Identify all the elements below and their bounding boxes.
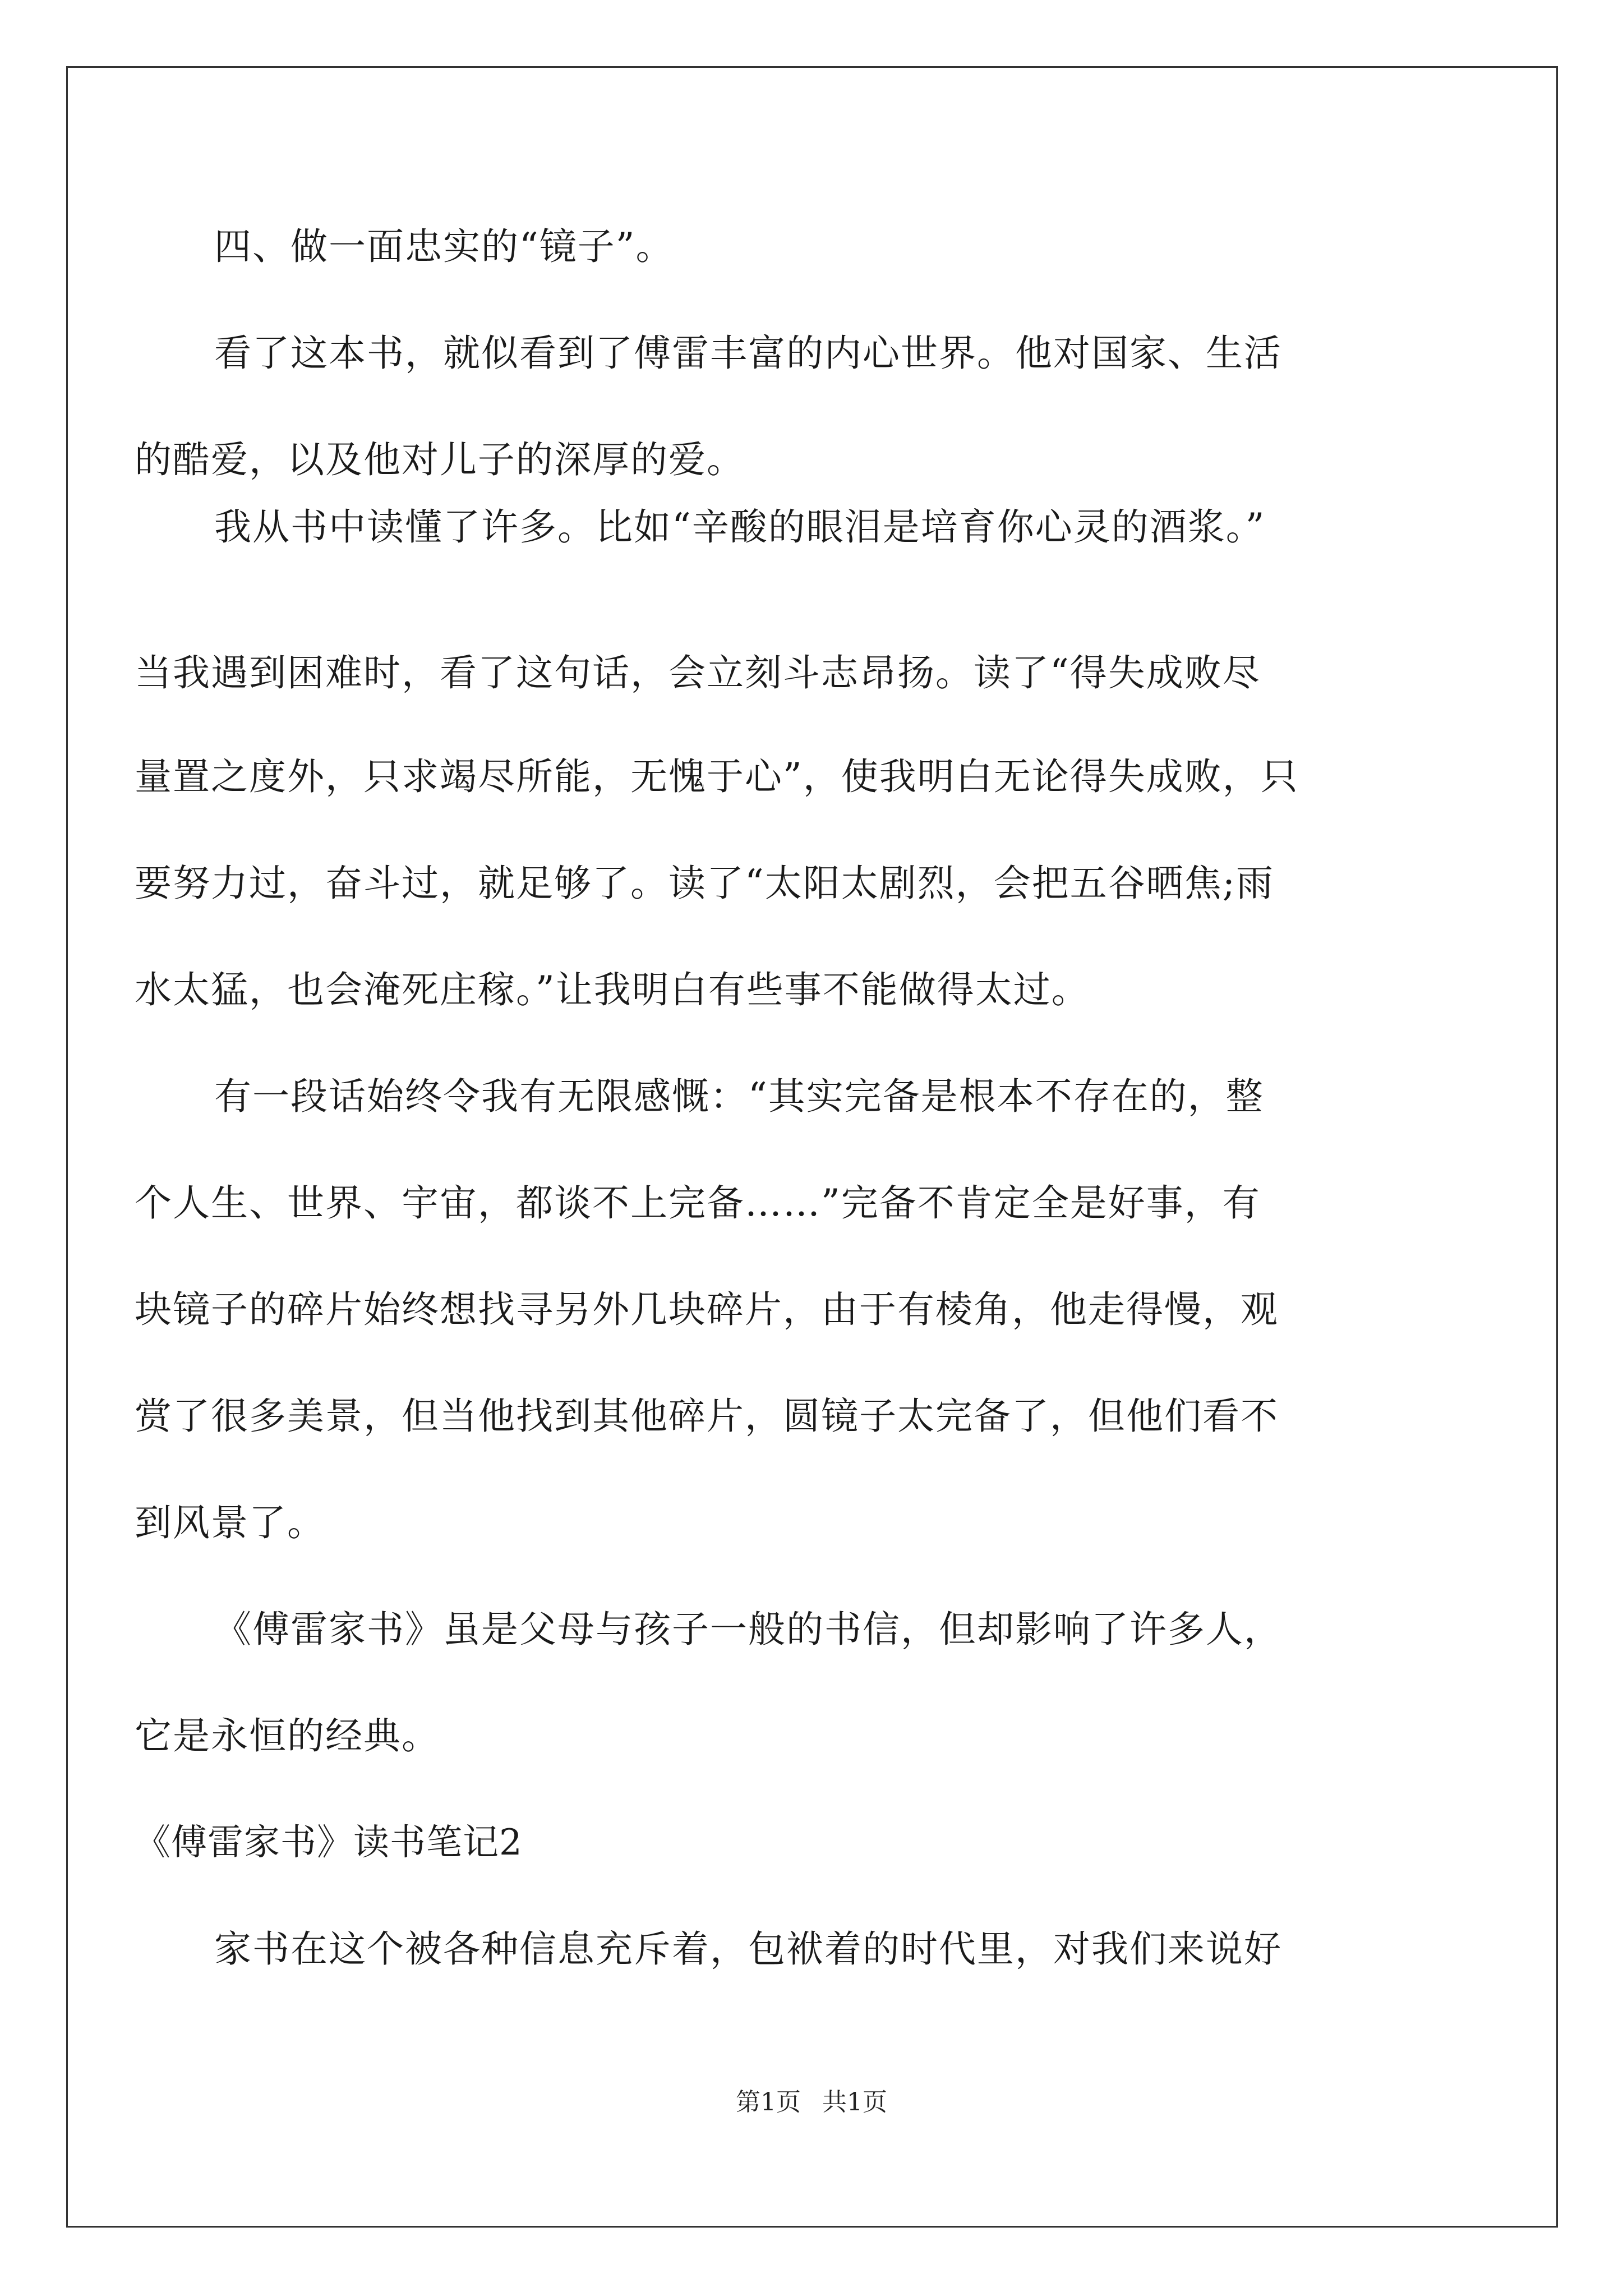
paragraph-line: 看了这本书，就似看到了傅雷丰富的内心世界。他对国家、生活 [214,332,1282,375]
paragraph-line: 赏了很多美景，但当他找到其他碎片，圆镜子太完备了，但他们看不 [135,1395,1279,1438]
page-footer [0,2087,1623,2118]
paragraph-line: 个人生、世界、宇宙，都谈不上完备……”完备不肯定全是好事，有 [135,1181,1261,1225]
paragraph-line: 有一段话始终令我有无限感慨：“其实完备是根本不存在的，整 [214,1075,1264,1118]
section-heading: 《傅雷家书》读书笔记2 [135,1822,523,1864]
paragraph-line: 它是永恒的经典。 [135,1714,440,1757]
paragraph-line: 要努力过，奋斗过，就足够了。读了“太阳太剧烈，会把五谷晒焦;雨 [135,862,1274,905]
paragraph-line: 当我遇到困难时，看了这句话，会立刻斗志昂扬。读了“得失成败尽 [135,651,1261,694]
paragraph-line: 量置之度外，只求竭尽所能，无愧于心”，使我明白无论得失成败，只 [135,755,1299,798]
page-number: 第1页 [736,2088,801,2116]
paragraph-line: 我从书中读懂了许多。比如“辛酸的眼泪是培育你心灵的酒浆。” [214,505,1266,549]
paragraph-line: 家书在这个被各种信息充斥着，包袱着的时代里，对我们来说好 [214,1927,1282,1971]
total-pages: 共1页 [822,2088,887,2116]
paragraph-line: 水太猛，也会淹死庄稼。”让我明白有些事不能做得太过。 [135,968,1090,1011]
paragraph-line: 的酷爱，以及他对儿子的深厚的爱。 [135,438,745,481]
page-frame [66,66,1558,2228]
paragraph-line: 《傅雷家书》虽是父母与孩子一般的书信，但却影响了许多人， [214,1608,1282,1651]
paragraph-line: 四、做一面忠实的“镜子”。 [214,225,674,268]
paragraph-line: 到风景了。 [135,1501,325,1544]
paragraph-line: 块镜子的碎片始终想找寻另外几块碎片，由于有棱角，他走得慢，观 [135,1288,1279,1331]
